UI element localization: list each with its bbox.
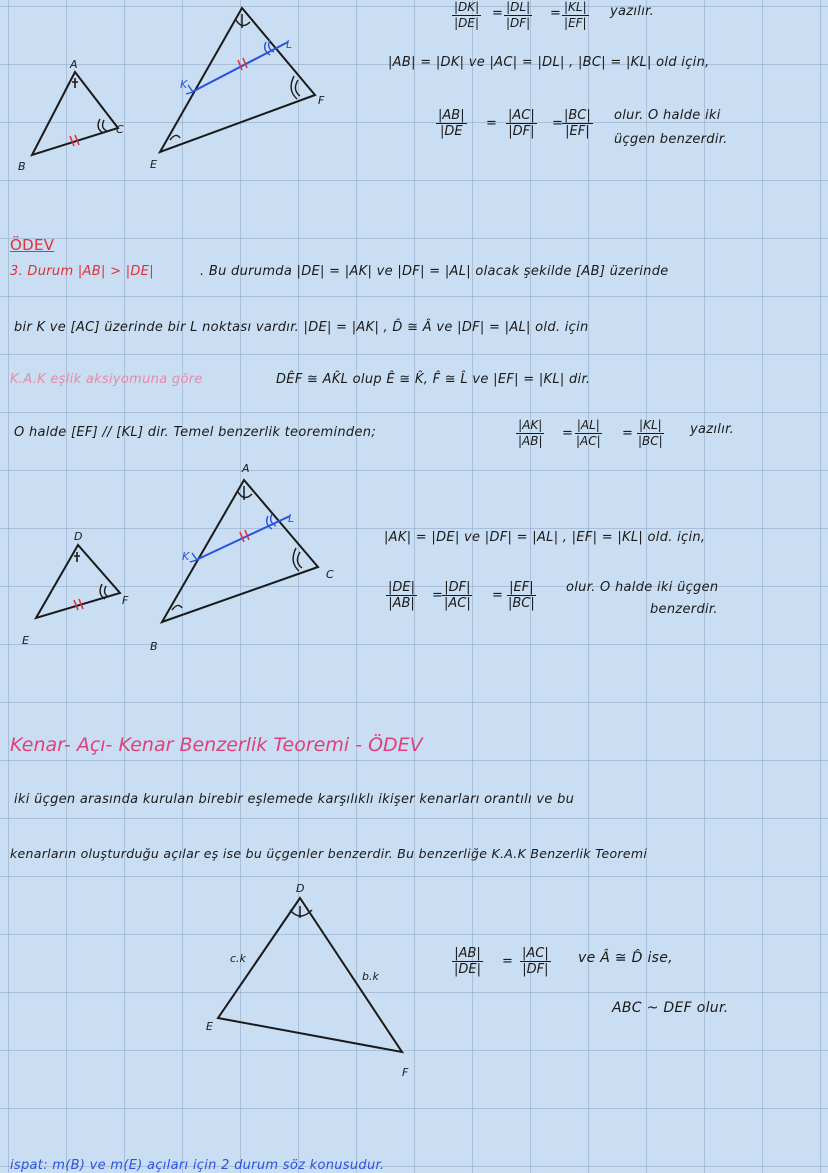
label-F: F	[402, 1066, 409, 1079]
text-benzerdir-2: benzerdir.	[650, 602, 718, 617]
ratio-al-ac: $\frac{|AL|}{|AC|}$	[576, 418, 601, 448]
cond-ab-de: $\frac{|AB|}{|DE|}$	[454, 946, 481, 977]
label-F: F	[122, 594, 129, 607]
section2-line-1: . Bu durumda |DE| = |AK| ve |DF| = |AL| olacak şekilde [AB] üzerinde	[200, 264, 669, 279]
result-df-ac: $\frac{|DF|}{|AC|}$	[444, 580, 471, 611]
text-olur-2: olur. O halde iki üçgen	[566, 580, 719, 595]
label-D: D	[74, 530, 83, 543]
label-bk: b.k	[362, 970, 379, 983]
result-ac-df: $\frac{|AC|}{|DF|}$	[508, 108, 535, 139]
label-E: E	[150, 158, 157, 171]
text-olur-1: olur. O halde iki	[614, 108, 721, 123]
label-C: C	[326, 568, 334, 581]
label-E: E	[22, 634, 29, 647]
label-L: L	[286, 38, 293, 51]
footer-proof-text: ispat: m(B) ve m(E) açıları için 2 durum söz konusudur.	[10, 1158, 385, 1173]
label-C: C	[116, 123, 124, 136]
kak-theorem-title: Kenar- Açı- Kenar Benzerlik Teoremi - ÖDEV	[10, 734, 423, 756]
label-D: D	[296, 882, 305, 895]
text-yazilir-1: yazılır.	[610, 4, 655, 19]
result-de-ab: $\frac{|DE|}{|AB|}$	[388, 580, 415, 611]
durum-3-label: 3. Durum |AB| > |DE|	[10, 264, 154, 279]
ratio-kl-ef: $\frac{|KL|}{|EF|}$	[564, 0, 587, 30]
figure-triangle-def-kak	[0, 880, 460, 1090]
ratio-ak-ab: $\frac{|AK|}{|AB|}$	[518, 418, 543, 448]
figure-large-triangle-def	[0, 0, 360, 190]
label-F: F	[318, 94, 325, 107]
label-B: B	[18, 160, 26, 173]
label-E: E	[206, 1020, 213, 1033]
label-A: A	[242, 462, 250, 475]
theorem-line-2: kenarların oluşturduğu açılar eş ise bu üçgenler benzerdir. Bu benzerliğe K.A.K Benzerlik Teoremi	[10, 846, 648, 861]
label-K: K	[182, 550, 190, 563]
label-ck: c.k	[230, 952, 246, 965]
condition-line-2: |AK| = |DE| ve |DF| = |AL| , |EF| = |KL| old. için,	[384, 530, 706, 545]
result-bc-ef: $\frac{|BC|}{|EF|}$	[564, 108, 591, 139]
cond-ac-df: $\frac{|AC|}{|DF|}$	[522, 946, 549, 977]
label-K: K	[180, 78, 188, 91]
section2-line-3: DÊF ≅ AK̂L olup Ê ≅ K̂, F̂ ≅ L̂ ve |EF| = |KL| dir.	[276, 372, 591, 387]
odev-heading: ÖDEV	[10, 236, 55, 254]
label-B: B	[150, 640, 158, 653]
kak-axiom-text: K.A.K eşlik aksiyomuna göre	[10, 372, 203, 387]
conclusion-text: ABC ~ DEF olur.	[612, 1000, 729, 1016]
figure-large-triangle-abc	[0, 460, 360, 660]
ratio-dk-de: $\frac{|DK|}{|DE|}$	[454, 0, 480, 30]
ratio-dl-df: $\frac{|DL|}{|DF|}$	[506, 0, 531, 30]
condition-line-1: |AB| = |DK| ve |AC| = |DL| , |BC| = |KL| old için,	[388, 55, 710, 70]
text-yazilir-2: yazılır.	[690, 422, 735, 437]
section2-line-4: O halde [EF] // [KL] dir. Temel benzerlik teoreminden;	[14, 425, 377, 440]
result-ab-de: $\frac{|AB|}{|DE}$	[438, 108, 465, 139]
theorem-line-1: iki üçgen arasında kurulan birebir eşlemede karşılıklı ikişer kenarları orantılı ve bu	[14, 792, 575, 807]
cond-angle-text: ve Â ≅ D̂ ise,	[578, 950, 673, 966]
label-A: A	[70, 58, 78, 71]
section2-line-2: bir K ve [AC] üzerinde bir L noktası vardır. |DE| = |AK| , D̂ ≅ Â ve |DF| = |AL| old. için	[14, 320, 589, 335]
label-L: L	[288, 512, 295, 525]
ratio-kl-bc: $\frac{|KL|}{|BC|}$	[638, 418, 663, 448]
result-ef-bc: $\frac{|EF|}{|BC|}$	[508, 580, 535, 611]
text-benzerdir-1: üçgen benzerdir.	[614, 132, 728, 147]
